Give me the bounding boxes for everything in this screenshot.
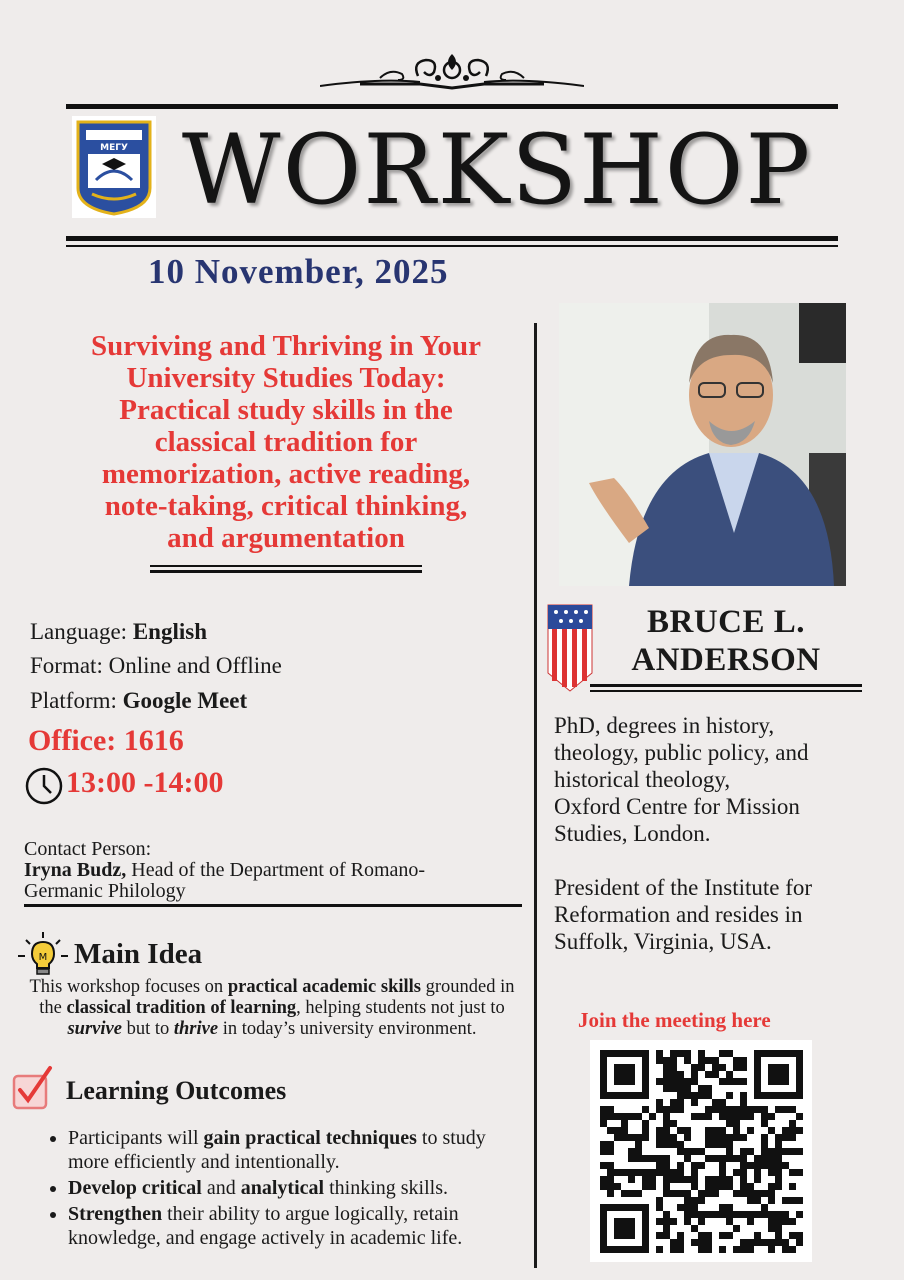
meeting-qr-code[interactable] bbox=[590, 1040, 812, 1262]
clock-icon bbox=[24, 766, 64, 806]
text-span: , helping students not just to bbox=[296, 998, 505, 1018]
text-span: but to bbox=[121, 1019, 174, 1039]
speaker-photo bbox=[559, 303, 846, 586]
topic-line: and argumentation bbox=[167, 522, 405, 554]
svg-text:M: M bbox=[38, 952, 48, 963]
text-bold: gain practical techniques bbox=[203, 1127, 417, 1149]
text-span: their ability to argue logically, retain knowledge, and engage actively in academic life. bbox=[68, 1203, 463, 1249]
contact-role: Head of the Department of Romano- bbox=[126, 859, 426, 881]
list-item bbox=[68, 1126, 530, 1174]
text-bold: Develop critical bbox=[68, 1177, 202, 1199]
language-info bbox=[30, 619, 207, 645]
column-divider bbox=[534, 323, 537, 1268]
topic-line: Surviving and Thriving in Your bbox=[90, 330, 482, 362]
text-span: to study more efficiently and intentionally. bbox=[68, 1127, 486, 1173]
bio-line: Oxford Centre for Mission bbox=[554, 794, 800, 819]
logo-text: МЕГУ bbox=[100, 143, 128, 153]
speaker-bio bbox=[554, 712, 874, 955]
text-span: thinking skills. bbox=[324, 1177, 448, 1199]
text-span: and bbox=[201, 1177, 241, 1199]
text-span: grounded in the bbox=[39, 977, 515, 1018]
platform-label: Platform: bbox=[30, 688, 123, 713]
lightbulb-icon bbox=[16, 930, 70, 980]
text-span: This workshop focuses on bbox=[29, 977, 228, 997]
bio-line: PhD, degrees in history, bbox=[554, 713, 775, 738]
contact-rule bbox=[24, 904, 522, 907]
main-idea-text bbox=[16, 977, 528, 1040]
text-bold: practical academic skills bbox=[227, 977, 422, 997]
topic-rule-2 bbox=[150, 570, 422, 573]
platform-info bbox=[30, 688, 247, 714]
format-info: Format: Online and Offline bbox=[30, 653, 282, 678]
main-idea-heading: Main Idea bbox=[74, 938, 203, 970]
event-date: 10 November, 2025 bbox=[148, 252, 449, 291]
contact-name: Iryna Budz, bbox=[24, 859, 127, 881]
topic-line: memorization, active reading, bbox=[101, 458, 471, 490]
topic-line: Practical study skills in the bbox=[119, 394, 453, 426]
speaker-name-line: ANDERSON bbox=[631, 642, 821, 678]
contact-role-cont: Germanic Philology bbox=[24, 880, 186, 902]
text-bold-italic: survive bbox=[67, 1019, 122, 1039]
header-bottom-rule-2 bbox=[66, 245, 838, 247]
bio-line: Studies, London. bbox=[554, 821, 711, 846]
time-info: 13:00 -14:00 bbox=[66, 766, 224, 799]
workshop-topic bbox=[60, 330, 512, 554]
list-item bbox=[68, 1202, 530, 1250]
bio-line: historical theology, bbox=[554, 767, 731, 792]
bio-line: Reformation and resides in bbox=[554, 902, 803, 927]
language-label: Language: bbox=[30, 619, 133, 644]
speaker-rule-1 bbox=[590, 684, 862, 687]
page-title: WORKSHOP bbox=[181, 114, 813, 226]
text-bold: classical tradition of learning bbox=[66, 998, 297, 1018]
list-item bbox=[68, 1176, 530, 1200]
topic-line: note-taking, critical thinking, bbox=[104, 490, 468, 522]
language-value: English bbox=[132, 619, 207, 644]
university-logo bbox=[72, 116, 156, 218]
bio-line: theology, public policy, and bbox=[554, 740, 809, 765]
contact-label: Contact Person: bbox=[24, 838, 152, 860]
topic-line: classical tradition for bbox=[154, 426, 418, 458]
outcomes-list bbox=[42, 1126, 530, 1252]
bio-line: Suffolk, Virginia, USA. bbox=[554, 929, 772, 954]
learning-outcomes-heading: Learning Outcomes bbox=[66, 1076, 287, 1105]
topic-line: University Studies Today: bbox=[126, 362, 446, 394]
us-flag-icon bbox=[546, 603, 594, 693]
checkmark-icon bbox=[10, 1064, 56, 1114]
speaker-rule-2 bbox=[590, 690, 862, 692]
header-top-rule bbox=[66, 104, 838, 109]
speaker-name-line: BRUCE L. bbox=[646, 604, 806, 640]
office-info: Office: 1616 bbox=[28, 724, 184, 757]
speaker-name bbox=[598, 603, 854, 679]
topic-rule-1 bbox=[150, 565, 422, 567]
join-meeting-link[interactable]: Join the meeting here bbox=[578, 1008, 771, 1032]
platform-value: Google Meet bbox=[122, 688, 248, 713]
bio-line: President of the Institute for bbox=[554, 875, 813, 900]
text-bold-italic: thrive bbox=[173, 1019, 219, 1039]
ornament-flourish bbox=[320, 48, 584, 94]
contact-person bbox=[24, 860, 524, 880]
header-bottom-rule-1 bbox=[66, 236, 838, 241]
text-bold: analytical bbox=[240, 1177, 325, 1199]
text-bold: Strengthen bbox=[68, 1203, 163, 1225]
text-span: Participants will bbox=[68, 1127, 204, 1149]
text-span: in today’s university environment. bbox=[218, 1019, 477, 1039]
